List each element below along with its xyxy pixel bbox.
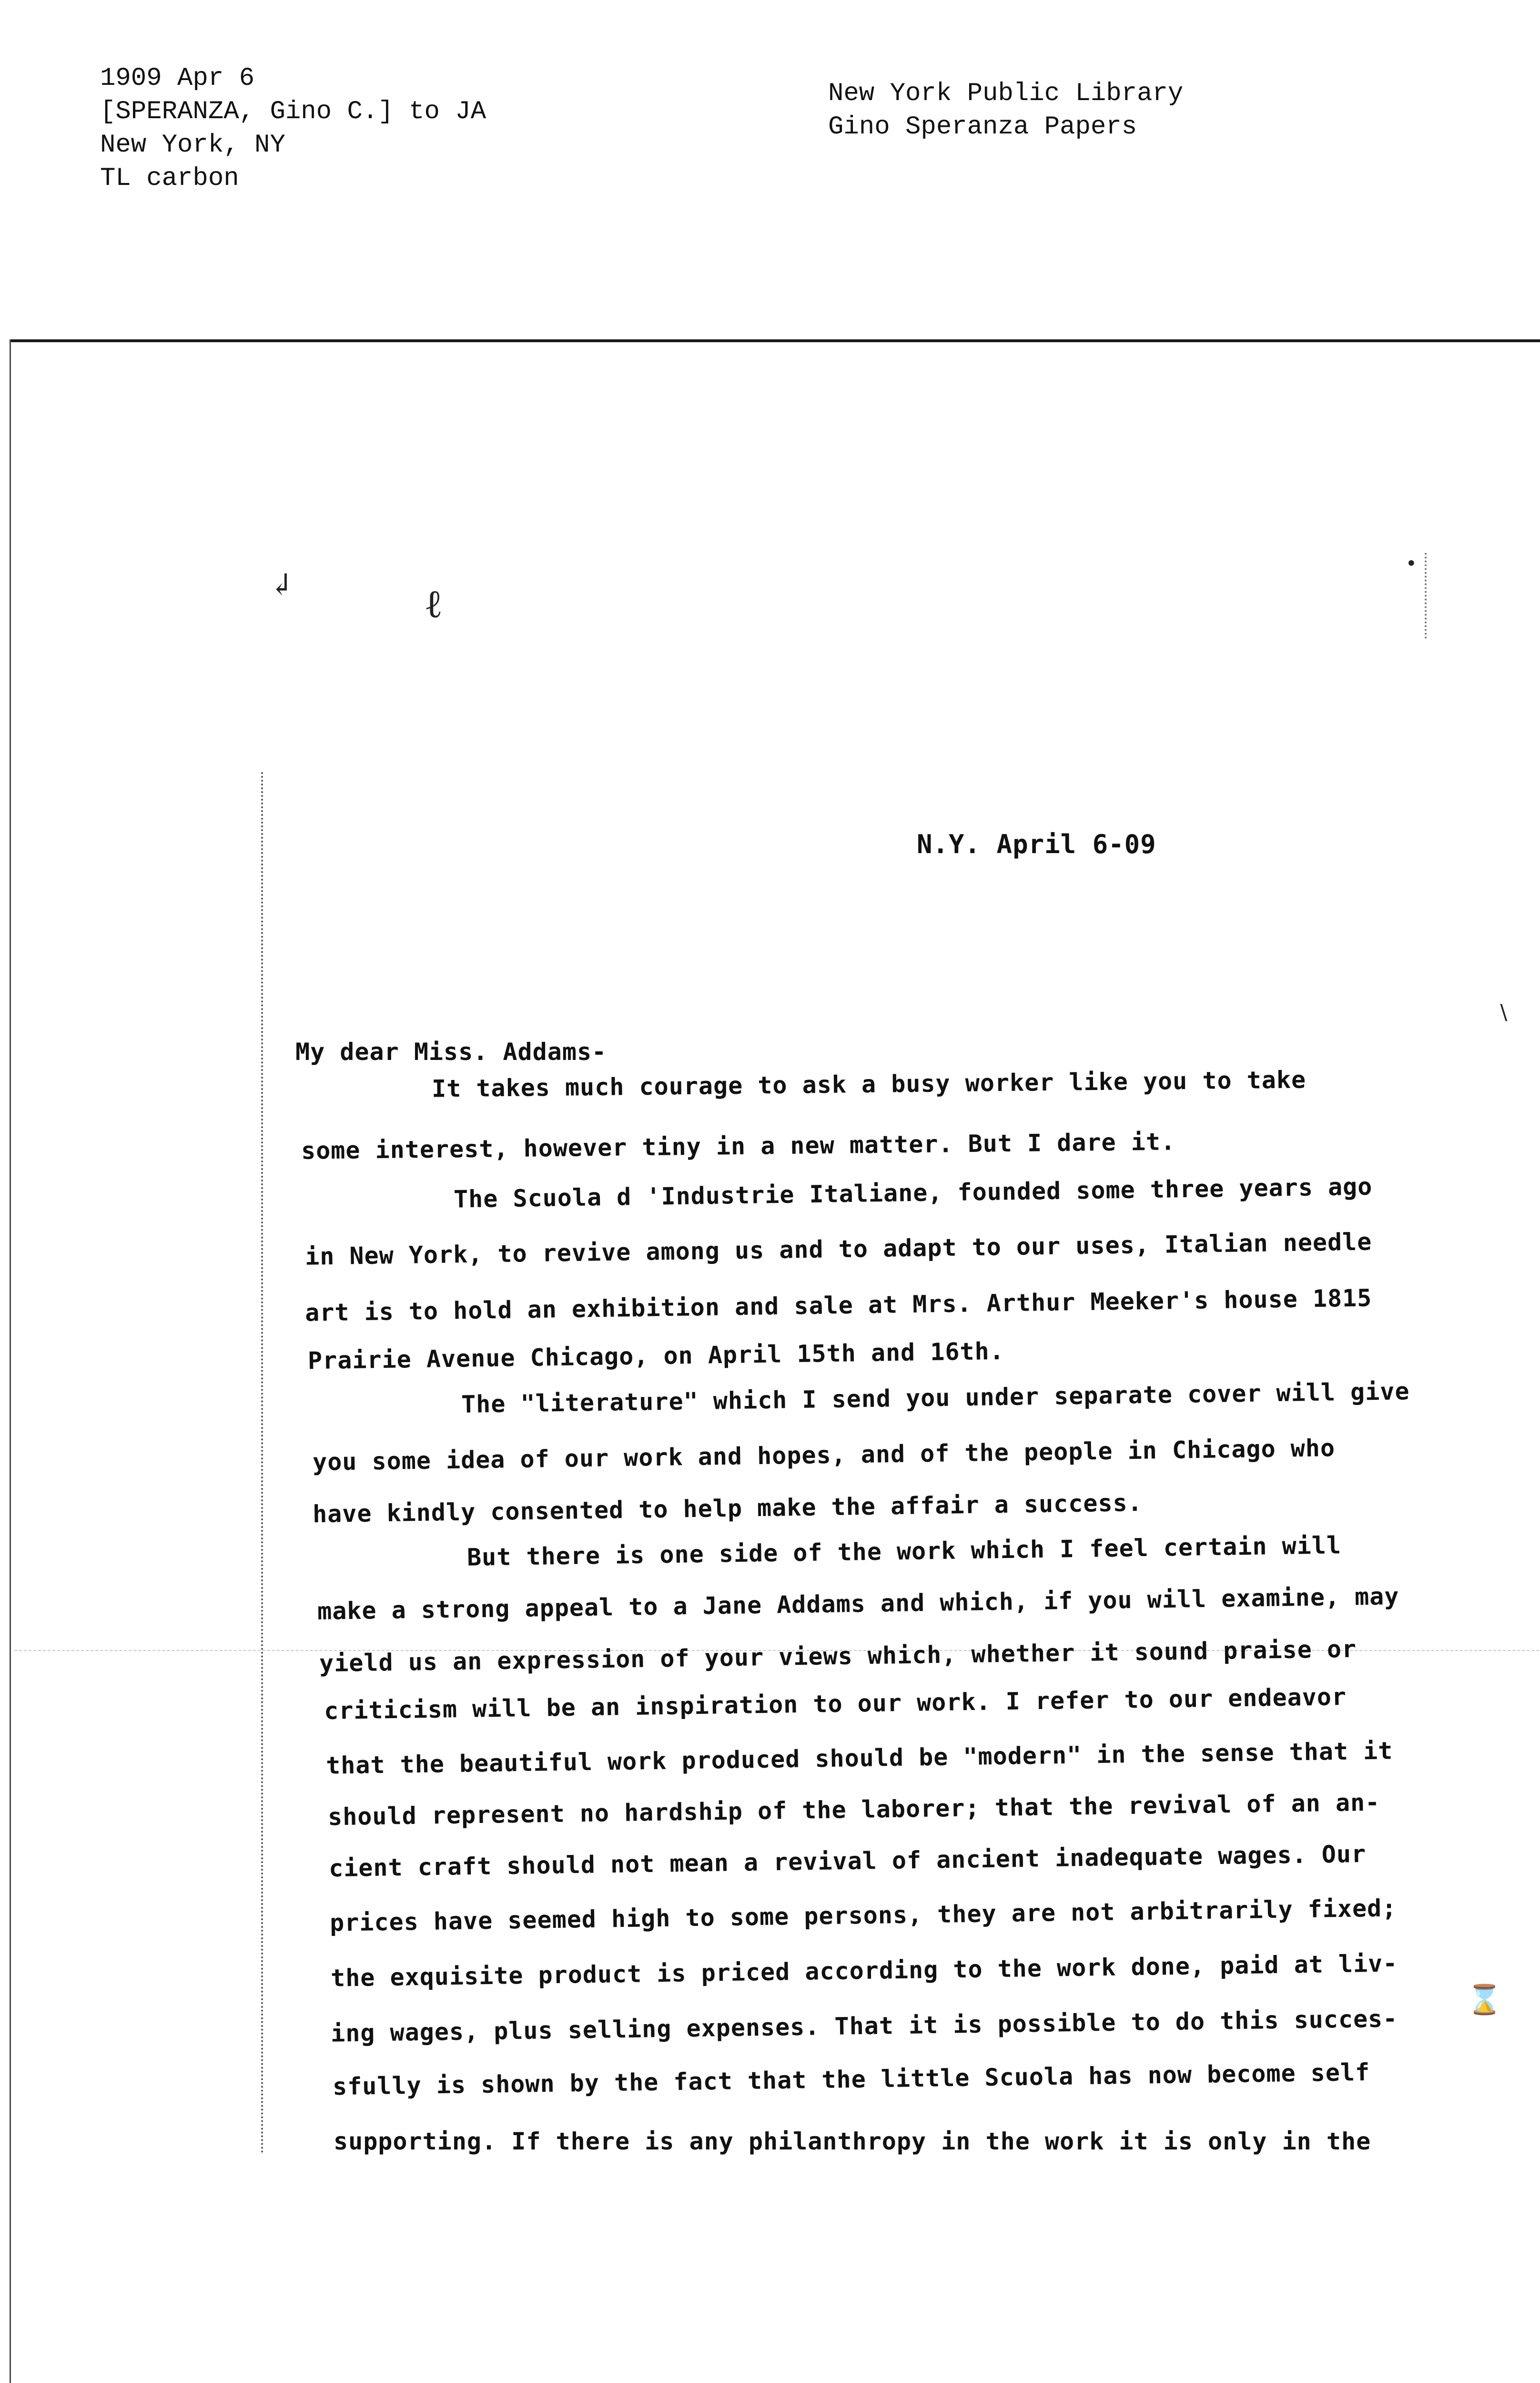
letter-dateline: N.Y. April 6-09 bbox=[917, 829, 1156, 859]
letter-line: should represent no hardship of the laborer; that the revival of an an- bbox=[327, 1788, 1380, 1831]
catalog-attribution: [SPERANZA, Gino C.] to JA bbox=[100, 97, 486, 126]
letter-line: criticism will be an inspiration to our work. I refer to our endeavor bbox=[324, 1683, 1347, 1725]
letter-line: yield us an expression of your views which, whether it sound praise or bbox=[319, 1635, 1357, 1678]
letter-line: supporting. If there is any philanthropy in the work it is only in the bbox=[334, 2128, 1371, 2155]
letter-cutoff-line bbox=[334, 2121, 1410, 2155]
catalog-format: TL carbon bbox=[100, 164, 239, 193]
letter-line: The Scuola d 'Industrie Italiane, founded some three years ago bbox=[453, 1172, 1373, 1213]
letter-line: that the beautiful work produced should be "modern" in the sense that it bbox=[325, 1737, 1393, 1780]
archive-collection: Gino Speranza Papers bbox=[828, 112, 1137, 142]
letter-line: the exquisite product is priced according to the work done, paid at liv- bbox=[330, 1949, 1398, 1992]
letter-line: have kindly consented to help make the affair a success. bbox=[312, 1488, 1143, 1528]
stray-mark-tick: ∖ bbox=[1496, 1001, 1510, 1025]
letter-line: in New York, to revive among us and to adapt to our uses, Italian needle bbox=[304, 1228, 1372, 1271]
letter-line: Prairie Avenue Chicago, on April 15th and 16th. bbox=[307, 1337, 1005, 1375]
letter-line: some interest, however tiny in a new matter. But I dare it. bbox=[301, 1128, 1176, 1165]
stray-mark-stroke: ℓ bbox=[424, 581, 443, 627]
letter-line: But there is one side of the work which I feel certain will bbox=[466, 1531, 1342, 1571]
letter-line: make a strong appeal to a Jane Addams and which, if you will examine, may bbox=[317, 1582, 1399, 1625]
letter-line: prices have seemed high to some persons, they are not arbitrarily fixed; bbox=[329, 1894, 1397, 1937]
catalog-place: New York, NY bbox=[100, 131, 285, 160]
letter-line: you some idea of our work and hopes, and of the people in Chicago who bbox=[312, 1434, 1336, 1476]
letter-line: cient craft should not mean a revival of ancient inadequate wages. Our bbox=[328, 1840, 1367, 1883]
stray-mark-hook: ↲ bbox=[269, 567, 294, 602]
catalog-date: 1909 Apr 6 bbox=[100, 64, 255, 93]
stray-mark-brace: ⌛ bbox=[1467, 1983, 1502, 2016]
letter-line: ing wages, plus selling expenses. That it is possible to do this succes- bbox=[330, 2005, 1398, 2047]
letter-line: It takes much courage to ask a busy worker like you to take bbox=[431, 1066, 1307, 1103]
letter-salutation: My dear Miss. Addams- bbox=[295, 1038, 607, 1066]
letter-line: sfully is shown by the fact that the little Scuola has now become self bbox=[332, 2058, 1370, 2101]
letter-line: art is to hold an exhibition and sale at Mrs. Arthur Meeker's house 1815 bbox=[304, 1284, 1372, 1327]
letter-line: The "literature" which I send you under separate cover will give bbox=[461, 1377, 1410, 1418]
archive-repository: New York Public Library bbox=[828, 79, 1184, 108]
stray-mark-dot: • bbox=[1406, 553, 1417, 575]
